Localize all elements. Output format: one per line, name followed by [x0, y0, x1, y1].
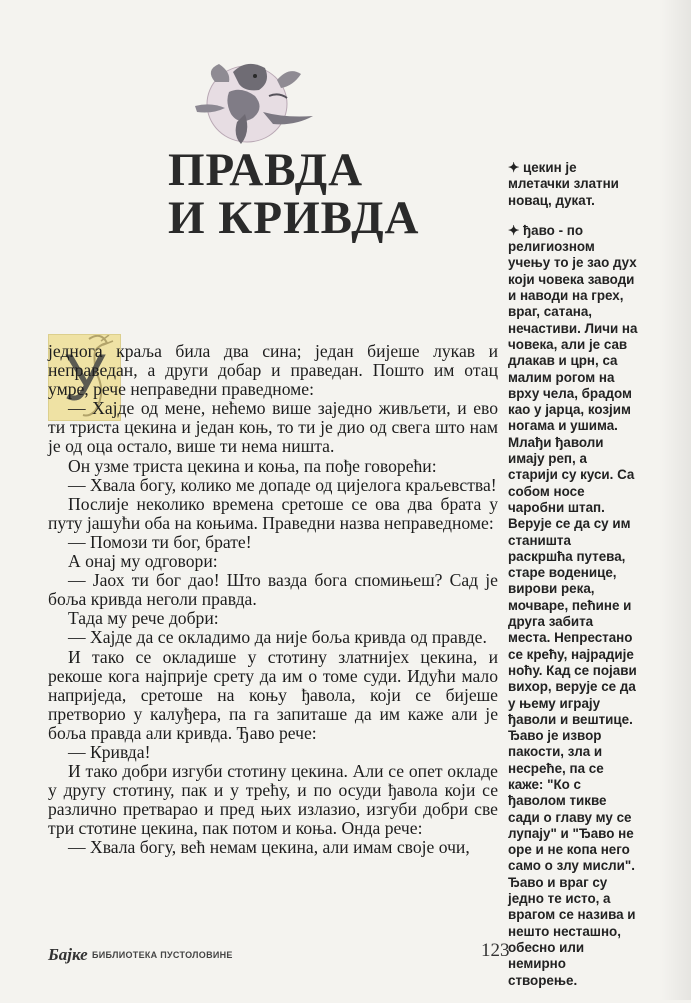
body-paragraph: — Кривда!: [68, 741, 151, 762]
glossary-sidebar: [508, 160, 638, 1003]
body-paragraph: И тако добри изгуби стотину цекина. Али се опет окладе у другу стотину, пак и у трећу, и по осуди ђавола који се различно претварао и пред њих излазио, изгуби добри све три стотине цекина, пак потом и коња. Онда рече:: [48, 761, 498, 839]
story-body: [48, 342, 498, 858]
glossary-note: [508, 160, 638, 209]
body-paragraph: — Хвала богу, колико ме допаде од цијелога краљевства!: [68, 474, 497, 495]
first-paragraph: једнога краља била два сина; један бијеше лукав и неправедан, а други добар и праведан. Пошто им отац умре, рече неправедни праведноме:: [48, 341, 498, 400]
glossary-definition: је млетачки златни новац, дукат.: [508, 160, 619, 208]
dragon-illustration: [185, 52, 315, 152]
title-line-2: И КРИВДА: [168, 192, 420, 244]
story-title: [168, 146, 420, 242]
body-paragraph: А онај му одговори:: [68, 551, 218, 572]
note-marker-icon: ✦: [508, 160, 520, 175]
title-line-1: ПРАВДА: [168, 144, 364, 196]
body-paragraph: — Јаох ти бог дао! Што вазда бога спомињеш? Сад је боља кривда неголи правда.: [48, 570, 498, 610]
body-paragraph: Послије неколико времена сретоше се ова два брата у путу јашући оба на коњима. Праведни назва неправедноме:: [48, 493, 498, 533]
body-paragraph: — Хвала богу, већ немам цекина, али имам своје очи,: [68, 837, 470, 858]
body-paragraph: — Помози ти бог, брате!: [68, 531, 252, 552]
dragon-icon: [185, 52, 315, 152]
body-paragraph: — Хајде да се окладимо да није боља кривда од правде.: [68, 627, 487, 648]
page-edge-shadow: [661, 0, 691, 1000]
footer-book-title: Бајке: [48, 945, 88, 964]
page-number: 123: [481, 940, 510, 961]
body-paragraph: Тада му рече добри:: [68, 608, 219, 629]
glossary-term: ђаво: [522, 222, 555, 238]
glossary-definition: - по религиозном учењу то је зао дух који човека заводи и наводи на грех, враг, сатана, нечастиви. Личи на човека, али је сав длакав и црн, са малим рогом на врху чела, брадом као у јарца, козјим ногама и ушима. Млађи ђаволи имају реп, а старији су куси. Са собом носе чаробни штап. Верује се да су им станишта раскршћа путева, старе воденице, вирови река, мочваре, пећине и друга забита места. Непрестано се крећу, најрадије ноћу. Кад се појави вихор, верује се да у њему играју ђаволи и вештице. Ђаво је извор пакости, зла и несреће, па се каже: "Ко с ђаволом тикве сади о главу му се лупају" и "Ђаво не оре и не копа него само о злу мисли". Ђаво и враг су једно те исто, а врагом се назива и нешто несташно, обесно или немирно створење.: [508, 222, 638, 988]
note-marker-icon: ✦: [508, 222, 520, 238]
glossary-note: [508, 223, 638, 989]
body-paragraph: — Хајде од мене, нећемо више заједно живљети, и ево ти триста цекина и један коњ, то ти је дио од свега што нам је од оца остало, више ти нема ништа.: [48, 398, 498, 457]
body-paragraph: Он узме триста цекина и коња, па пође говорећи:: [68, 455, 437, 476]
body-paragraph: И тако се окладише у стотину златнијех цекина, и рекоше кога најприје срету да им о томе суди. Идући мало наприједа, сретоше на коњу ђавола, који се бијеше претворио у калуђера, па га запиташе да им каже али је боља правда али кривда. Ђаво рече:: [48, 646, 498, 743]
glossary-term: цекин: [522, 160, 562, 175]
drop-cap-letter: У: [63, 340, 106, 414]
footer-series-name: БИБЛИОТЕКА ПУСТОЛОВИНЕ: [92, 950, 233, 960]
